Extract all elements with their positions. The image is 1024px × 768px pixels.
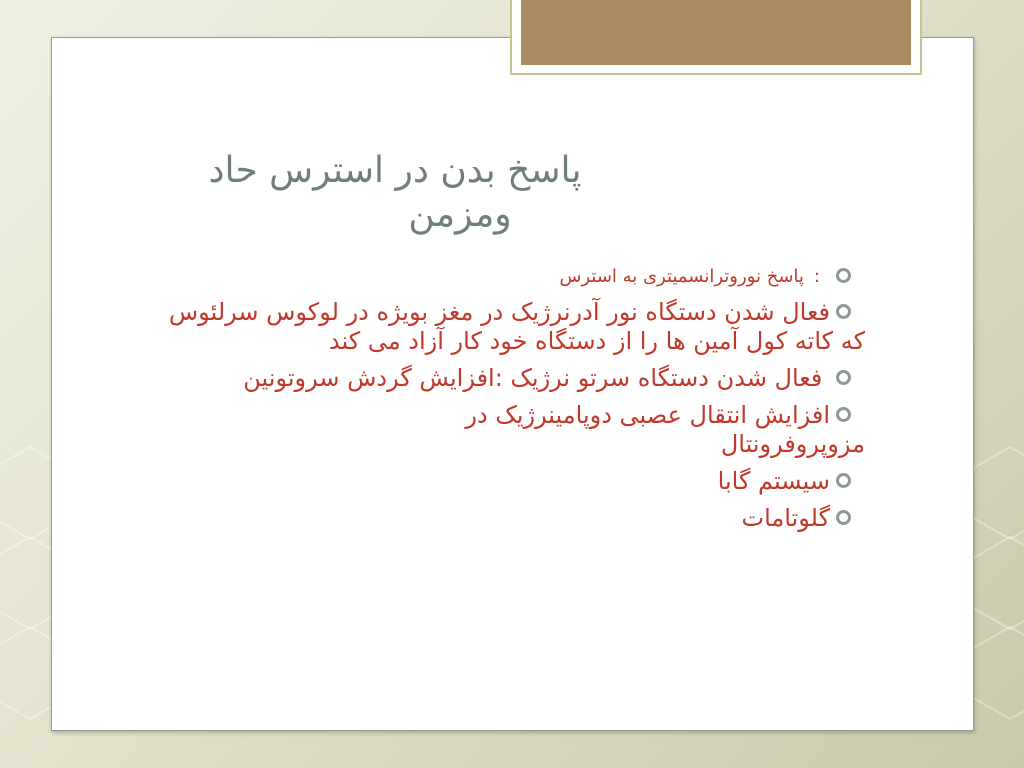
bullet-text: سیستم گابا xyxy=(717,467,830,495)
bullet-list xyxy=(150,262,865,541)
bullet-text: پاسخ نوروترانسمیتری به استرس xyxy=(559,266,804,287)
bullet-item xyxy=(150,298,865,356)
circle-bullet-icon xyxy=(836,304,851,319)
bullet-text: افزایش انتقال عصبی دوپامینرژیک در مزوپروفرونتال xyxy=(465,401,865,458)
bullet-item xyxy=(150,401,865,459)
decorative-tab xyxy=(510,0,922,75)
decorative-tab-fill xyxy=(521,0,911,65)
slide-title-line1: پاسخ بدن در استرس حاد xyxy=(208,150,582,192)
circle-bullet-icon xyxy=(836,268,851,283)
slide-title-line2: ومزمن xyxy=(408,194,512,236)
bullet-text: فعال شدن دستگاه نور آدرنرژیک در مغز بویژه در لوکوس سرلئوس که کاته کول آمین ها را از دستگاه خود کار آزاد می کند xyxy=(168,298,865,355)
bullet-item xyxy=(150,504,865,533)
circle-bullet-icon xyxy=(836,473,851,488)
slide-title xyxy=(110,149,670,237)
bullet-item xyxy=(150,364,865,393)
bullet-item xyxy=(150,262,865,292)
bullet-item xyxy=(150,467,865,496)
bullet-colon: : xyxy=(813,266,820,287)
circle-bullet-icon xyxy=(836,407,851,422)
circle-bullet-icon xyxy=(836,370,851,385)
bullet-text: گلوتامات xyxy=(741,504,830,532)
bullet-text: فعال شدن دستگاه سرتو نرژیک :افزایش گردش سروتونین xyxy=(243,364,830,392)
circle-bullet-icon xyxy=(836,510,851,525)
